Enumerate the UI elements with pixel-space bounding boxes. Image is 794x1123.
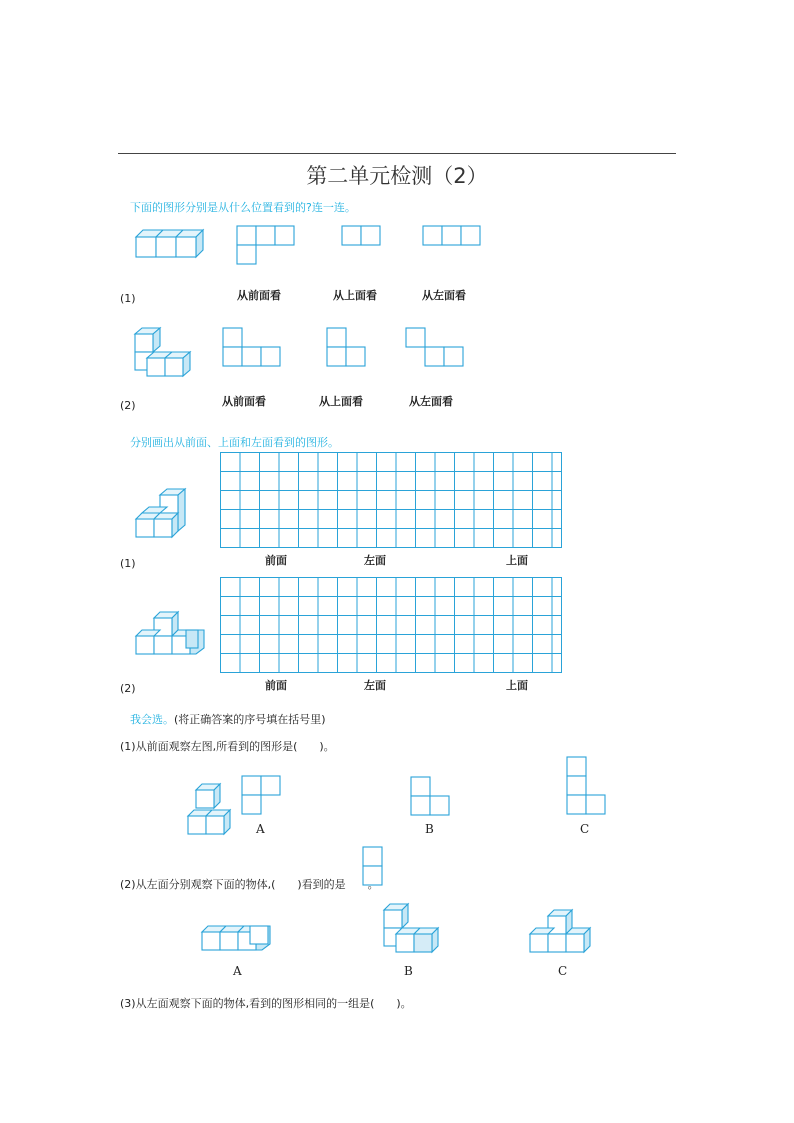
s3q1-text: (1)从前面观察左图,所看到的图形是( )。 <box>120 740 335 753</box>
s3q2-option-a: A <box>233 964 242 978</box>
s3q1-option-b: B <box>425 822 434 836</box>
s3q1-option-a: A <box>256 822 265 836</box>
s3q2-option-a-figure <box>200 920 276 956</box>
section2-instruction: 分别画出从前面、上面和左面看到的图形。 <box>130 436 339 449</box>
s1q1-view-l-shape <box>236 225 296 267</box>
s2q2-cube-figure <box>134 610 210 658</box>
s2q1-number: (1) <box>120 557 136 570</box>
s2q1-cube-figure <box>134 487 192 543</box>
s3q2-target-view <box>362 846 384 888</box>
s1q2-view-left <box>405 327 467 369</box>
s3q1-option-c: C <box>580 822 590 836</box>
s1q1-label-top: 从上面看 <box>333 289 377 302</box>
s3q3-text: (3)从左面观察下面的物体,看到的图形相同的一组是( )。 <box>120 997 412 1010</box>
s1q2-label-front: 从前面看 <box>222 395 266 408</box>
s1q1-view-three-squares <box>422 225 482 247</box>
s2q2-label-front: 前面 <box>265 679 287 692</box>
s3q2-text <box>120 876 379 892</box>
s3q2-text-before: (2)从左面分别观察下面的物体,( )看到的是 <box>120 878 346 891</box>
s1q2-view-front <box>222 327 284 369</box>
s2q1-label-front: 前面 <box>265 554 287 567</box>
s2q2-number: (2) <box>120 682 136 695</box>
page-title: 第二单元检测（2） <box>306 164 488 188</box>
s1q1-view-two-squares <box>341 225 383 247</box>
s2q2-drawing-grid[interactable] <box>220 577 562 673</box>
s3q2-option-b-figure <box>382 902 444 958</box>
header-rule <box>118 153 676 154</box>
section3-heading-note: (将正确答案的序号填在括号里) <box>174 713 326 726</box>
s3q1-cube-figure <box>186 774 282 838</box>
s3q1-option-c-figure <box>566 756 608 818</box>
s1q2-label-top: 从上面看 <box>319 395 363 408</box>
s3q2-option-c: C <box>558 964 568 978</box>
section3-heading-line <box>130 711 326 727</box>
s1q1-label-front: 从前面看 <box>237 289 281 302</box>
s2q2-label-top: 上面 <box>506 679 528 692</box>
s1q2-cube-figure <box>132 326 198 382</box>
section3-heading: 我会选。 <box>130 713 174 726</box>
s2q1-label-left: 左面 <box>364 554 386 567</box>
s1q1-label-left: 从左面看 <box>422 289 466 302</box>
section1-instruction: 下面的图形分别是从什么位置看到的?连一连。 <box>130 201 356 214</box>
s2q1-label-top: 上面 <box>506 554 528 567</box>
s1q1-cube-figure <box>134 222 214 262</box>
s2q2-label-left: 左面 <box>364 679 386 692</box>
s1q2-number: (2) <box>120 399 136 412</box>
s3q1-option-b-figure <box>410 776 452 818</box>
s3q2-option-b: B <box>404 964 413 978</box>
s2q1-drawing-grid[interactable] <box>220 452 562 548</box>
s1q1-number: (1) <box>120 292 136 305</box>
s1q2-label-left: 从左面看 <box>409 395 453 408</box>
s1q2-view-top <box>326 327 368 369</box>
s3q2-option-c-figure <box>528 908 598 958</box>
